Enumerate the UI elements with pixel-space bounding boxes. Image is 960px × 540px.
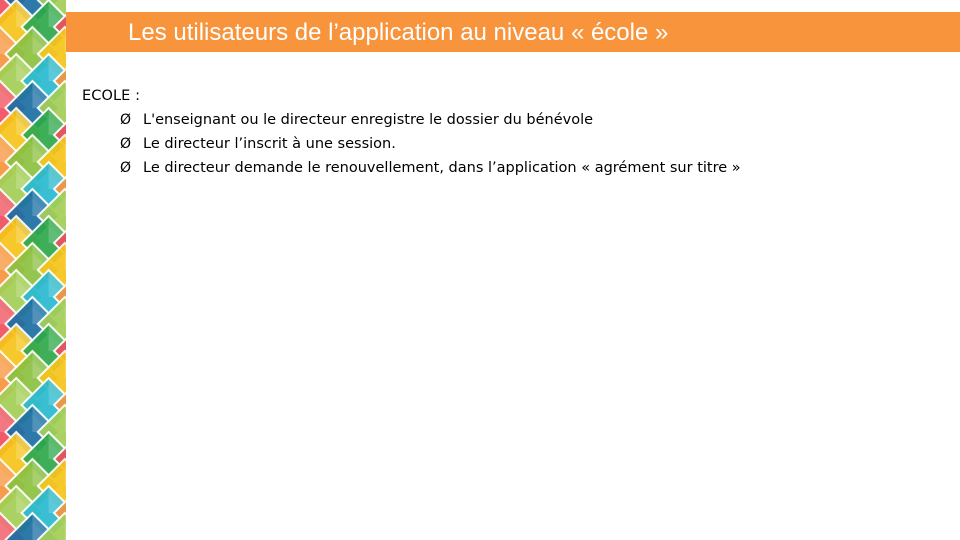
- pattern-facet: [65, 135, 66, 162]
- arrow-bullet-icon: Ø: [120, 160, 132, 176]
- bullet-list: [82, 108, 942, 180]
- pattern-facet: [65, 297, 66, 324]
- section-label: ECOLE :: [82, 88, 141, 104]
- pattern-facet: [65, 189, 66, 216]
- pattern-facet: [65, 243, 66, 270]
- pattern-facet: [65, 405, 66, 432]
- pattern-facet: [65, 351, 66, 378]
- list-item: [82, 108, 942, 132]
- title-bar: [66, 12, 960, 52]
- pattern-facet: [65, 459, 66, 486]
- decorative-diamond-pattern: [0, 0, 66, 540]
- list-item: [82, 156, 942, 180]
- arrow-bullet-icon: Ø: [120, 112, 132, 128]
- list-item: [82, 132, 942, 156]
- arrow-bullet-icon: Ø: [120, 136, 132, 152]
- bullet-text: L'enseignant ou le directeur enregistre le dossier du bénévole: [143, 112, 594, 128]
- slide-title: Les utilisateurs de l’application au niveau « école »: [128, 19, 669, 46]
- slide-body: [82, 84, 942, 180]
- bullet-text: Le directeur l’inscrit à une session.: [143, 136, 396, 152]
- pattern-facet: [65, 81, 66, 108]
- bullet-text: Le directeur demande le renouvellement, dans l’application « agrément sur titre »: [143, 160, 741, 176]
- pattern-facet: [65, 513, 66, 540]
